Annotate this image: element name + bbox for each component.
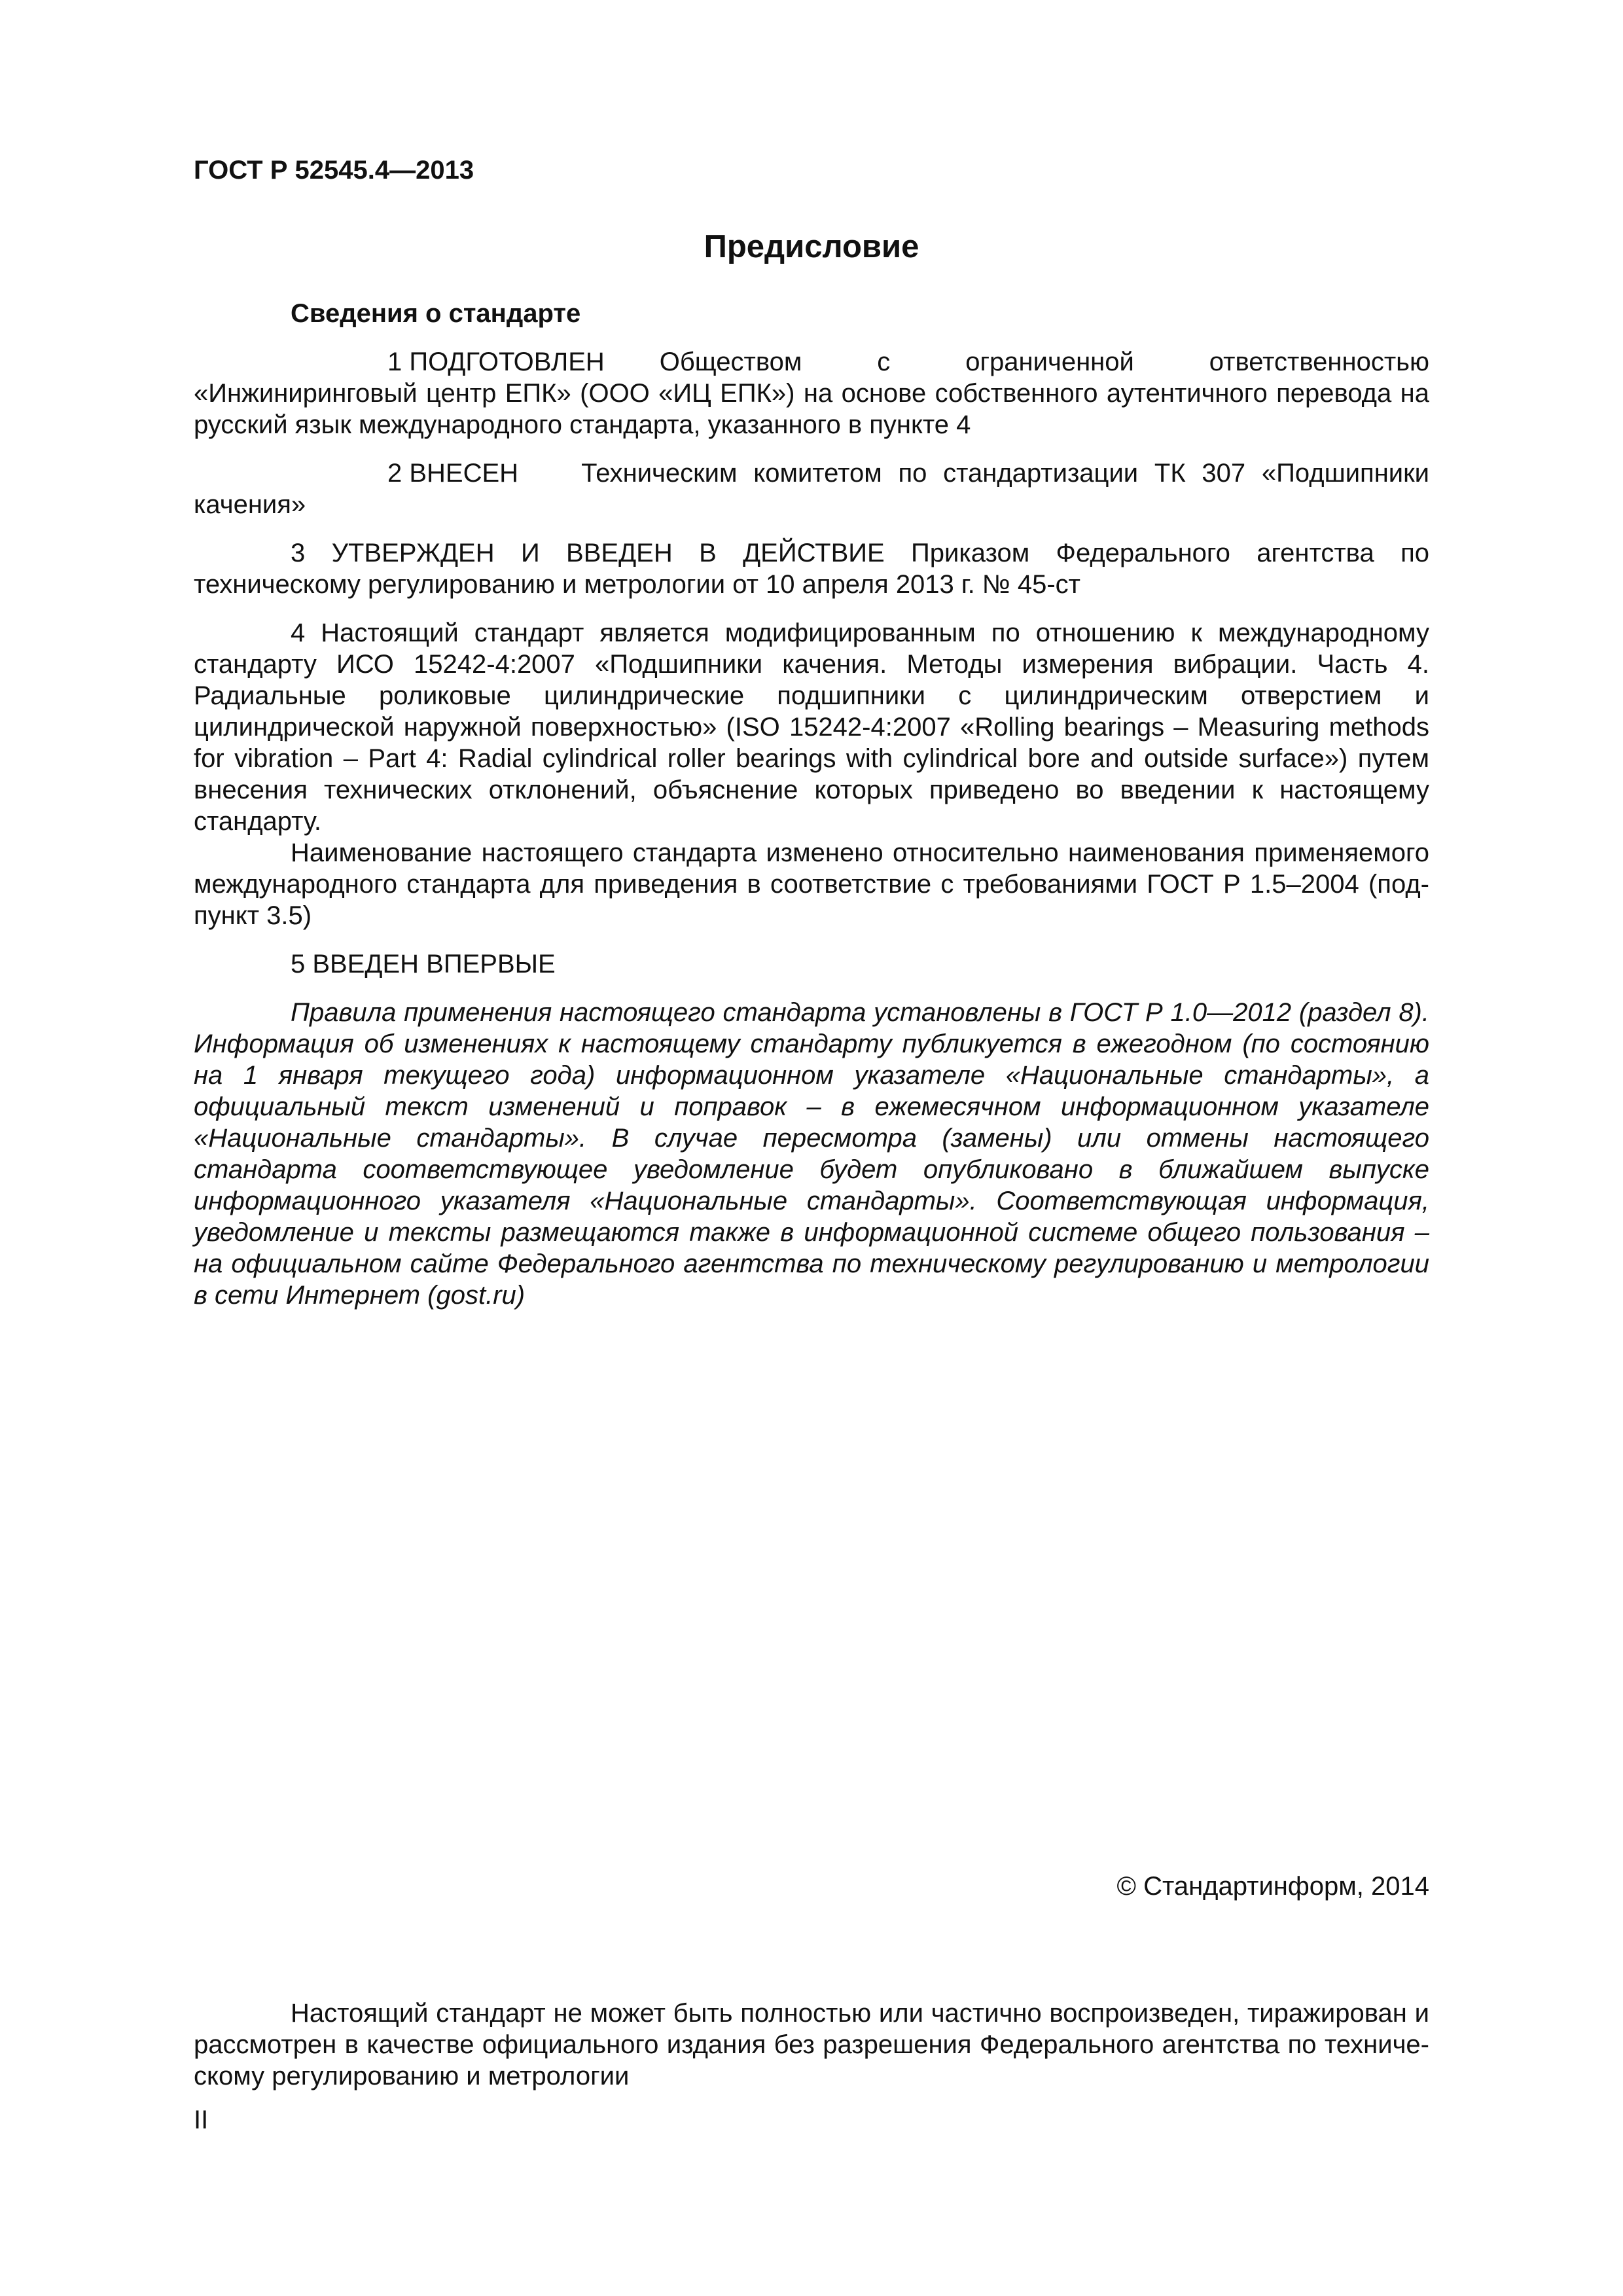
- page-number: II: [194, 2106, 209, 2134]
- application-rules-text: Правила применения настоящего стандарта установлены в ГОСТ Р 1.0—2012 (раздел 8). Информация об изменениях к настоящему стандарту публикуется в ежегодном (по состоянию на 1 января текущего года) информационном указателе «Национальные стандарты», а официальный текст изменений и поправок – в ежемесячном информационном указателе «Национальные стандарты». В случае пересмотра (замены) или отмены настоящего стандарта соответствующее уведомление будет опубликовано в ближайшем выпуске информационного указателя «Национальные стандарты». Соответствующая информация, уведомление и тексты размещаются также в информационной системе общего пользования – на официальном сайте Федерального агентства по техническому регулированию и метрологии в сети Интернет (gost.ru): [194, 998, 1429, 1310]
- page-title: Предисловие: [704, 229, 919, 264]
- reprint-notice-block: [194, 1998, 1429, 2092]
- item-3-label: 3 УТВЕРЖДЕН И ВВЕДЕН В ДЕЙСТВИЕ: [291, 539, 885, 567]
- copyright-notice: © Стандартинформ, 2014: [1116, 1872, 1429, 1901]
- item-4-modified-standard: 4 Настоящий стандарт является модифицированным по отношению к международному стандарту ИСО 15242-4:2007 «Подшипники качения. Методы измерения вибрации. Часть 4. Радиальные роликовые цилиндрические подшипники с цилиндрическим отверстием и цилиндрической наружной поверхностью» (ISO 15242-4:2007 «Rolling bearings – Measuring methods for vibration – Part 4: Radial cylindrical roller bearings with cylindrical bore and outside surface») путем внесения технических отклонений, объяснение которых приведено во введении к настоящему стандарту.: [194, 619, 1429, 836]
- item-1-text: Обществом с ограниченной ответственностью «Инжиниринговый центр ЕПК» (ООО «ИЦ ЕПК») на основе собственного аутентичного перевода на русский язык международного стандарта, указанного в пункте 4: [194, 348, 1429, 439]
- item-2-label: 2 ВНЕСЕН: [387, 459, 519, 488]
- section-heading: Сведения о стандарте: [291, 299, 581, 328]
- item-1-label: 1 ПОДГОТОВЛЕН: [387, 348, 605, 376]
- document-code: ГОСТ Р 52545.4—2013: [194, 156, 474, 185]
- item-1-prepared: [194, 346, 1429, 440]
- reprint-notice: Настоящий стандарт не может быть полностью или частично воспроизведен, тиражирован и рассмотрен в качестве официального издания без разрешения Федерального агентства по техническому регулированию и метрологии: [194, 1999, 1429, 2090]
- foreword-body: [194, 298, 1429, 1311]
- item-2-introduced: [194, 457, 1429, 520]
- item-3-approved: [194, 537, 1429, 600]
- item-2-text: Техническим комитетом по стандартизации ТК 307 «Подшипники качения»: [194, 459, 1429, 519]
- item-3-text: Приказом Федерального агентства по техническому регулированию и метрологии от 10 апреля 2013 г. № 45-ст: [194, 539, 1429, 599]
- item-4-title-note: Наименование настоящего стандарта изменено относительно наименования применяемого международного стандарта для приведения в соответствие с требованиями ГОСТ Р 1.5–2004 (подпункт 3.5): [194, 838, 1429, 930]
- item-5-first-introduced: 5 ВВЕДЕН ВПЕРВЫЕ: [291, 950, 556, 978]
